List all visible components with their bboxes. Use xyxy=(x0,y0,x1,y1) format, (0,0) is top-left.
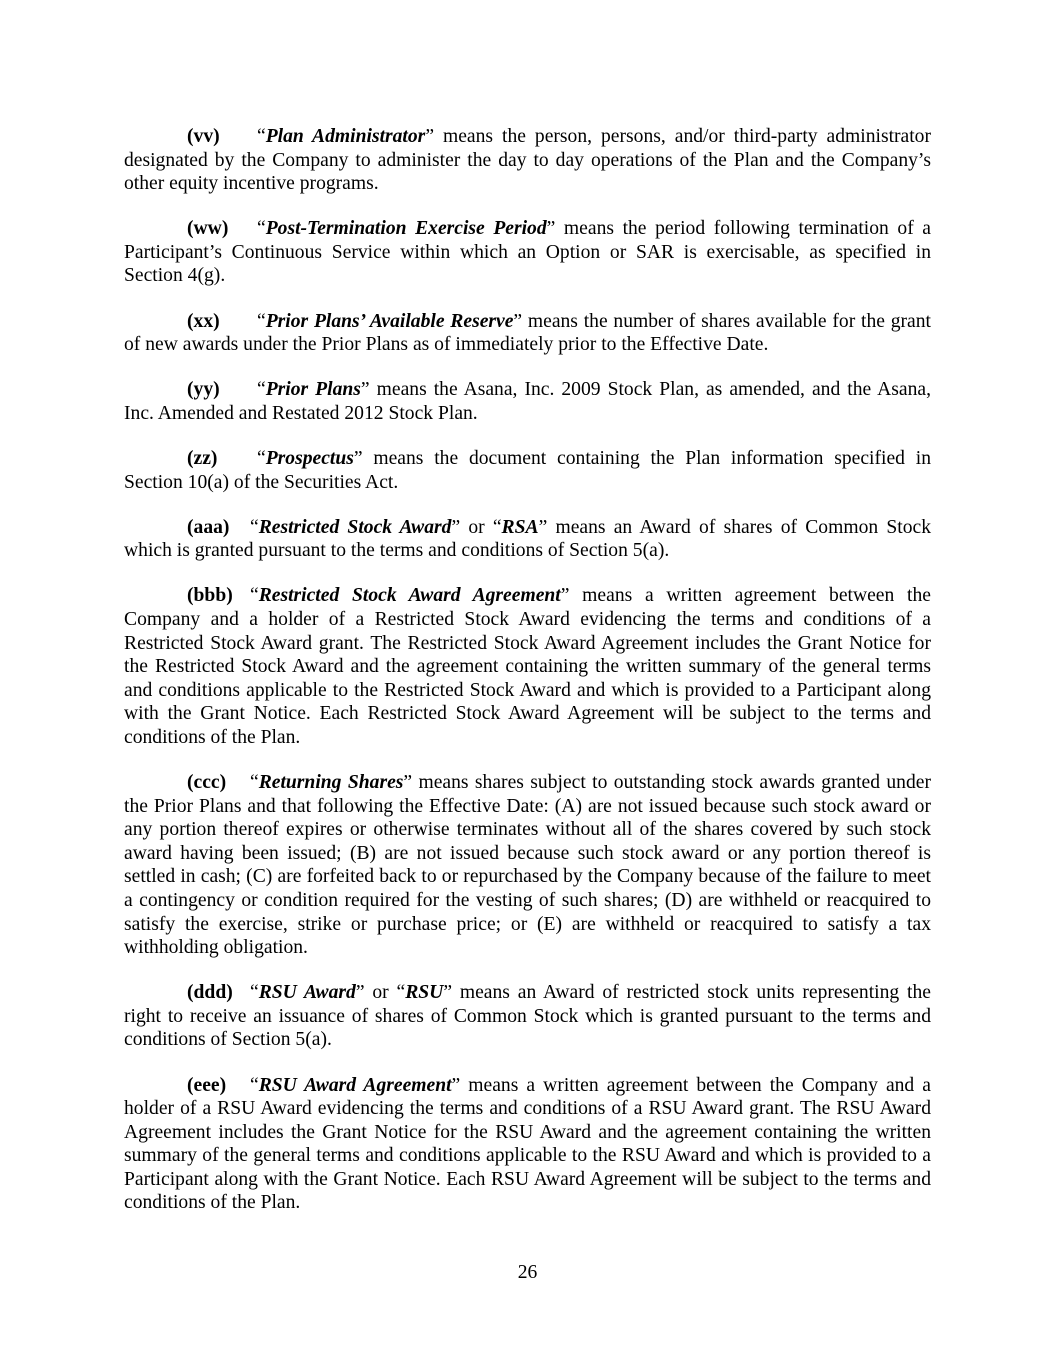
open-quote: “ xyxy=(257,379,266,401)
definition-eee xyxy=(124,1074,931,1216)
defined-term: Restricted Stock Award xyxy=(258,516,452,538)
definition-text: ” means the number of shares available for the grant of new awards under the Prior Plans as of immediately prior to the Effective Date. xyxy=(124,310,931,356)
definition-label: (ddd) xyxy=(187,982,233,1004)
definition-label: (ww) xyxy=(187,218,229,240)
open-quote: “ xyxy=(250,1074,259,1096)
defined-term: Plan Administrator xyxy=(265,126,426,147)
definition-text: ” means the period following termination of a Participant’s Continuous Service within which an Option or SAR is exercisable, as specified in Section 4(g). xyxy=(124,218,931,287)
open-quote: “ xyxy=(257,218,266,240)
defined-term: RSU Award xyxy=(258,982,356,1004)
defined-term: Prospectus xyxy=(265,447,354,469)
definition-text: ” means an Award of shares of Common Stock which is granted pursuant to the terms and conditions of Section 5(a). xyxy=(124,516,931,562)
definition-yy xyxy=(124,378,931,425)
defined-term: Restricted Stock Award Agreement xyxy=(258,585,561,607)
definition-aaa xyxy=(124,516,931,563)
definition-text: ” means the document containing the Plan information specified in Section 10(a) of the Securities Act. xyxy=(124,447,931,493)
definition-zz xyxy=(124,447,931,494)
page-number: 26 xyxy=(517,1262,538,1283)
definition-label: (ccc) xyxy=(187,771,227,793)
definition-text: ” means an Award of restricted stock units representing the right to receive an issuance of shares of Common Stock which is granted pursuant to the terms and conditions of Section 5(a). xyxy=(124,982,931,1051)
open-quote: “ xyxy=(250,771,259,793)
open-quote: “ xyxy=(250,982,259,1004)
open-quote: “ xyxy=(257,310,266,332)
defined-term: Post-Termination Exercise Period xyxy=(265,218,547,240)
defined-term-abbreviation: RSA xyxy=(501,516,539,538)
definition-text: ” means a written agreement between the Company and a holder of a RSU Award evidencing the terms and conditions of a RSU Award grant. The RSU Award Agreement includes the Grant Notice for the RSU Award and the agreement containing the written summary of the general terms and conditions applicable to the RSU Award and which is provided to a Participant along with the Grant Notice. Each RSU Award Agreement will be subject to the terms and conditions of the Plan. xyxy=(124,1074,931,1214)
open-quote: “ xyxy=(257,447,266,469)
definition-text: ” means a written agreement between the Company and a holder of a Restricted Stock Award evidencing the terms and conditions of a Restricted Stock Award grant. The Restricted Stock Award Agreement includes the Grant Notice for the Restricted Stock Award and the agreement containing the written summary of the general terms and conditions applicable to the Restricted Stock Award and which is provided to a Participant along with the Grant Notice. Each Restricted Stock Award Agreement will be subject to the terms and conditions of the Plan. xyxy=(124,585,931,748)
definition-label: (eee) xyxy=(187,1074,227,1096)
definitions-section xyxy=(124,125,931,1215)
definition-label: (vv) xyxy=(187,126,220,147)
definition-text: ” means shares subject to outstanding stock awards granted under the Prior Plans and that following the Effective Date: (A) are not issued because such stock award or any portion thereof expires or otherwise terminates without all of the shares covered by such stock award having been issued; (B) are not issued because such stock award or any portion thereof is settled in cash; (C) are forfeited back to or repurchased by the Company because of the failure to meet a contingency or condition required for the vesting of such shares; (D) are withheld or reacquired to satisfy the exercise, strike or purchase price; or (E) are withheld or reacquired to satisfy a tax withholding obligation. xyxy=(124,771,932,959)
defined-term: RSU Award Agreement xyxy=(258,1074,452,1096)
or-connector: ” or “ xyxy=(355,982,406,1004)
definition-vv xyxy=(124,125,931,196)
definition-bbb xyxy=(124,584,931,749)
definition-ddd xyxy=(124,981,931,1052)
definition-text: ” means the Asana, Inc. 2009 Stock Plan, as amended, and the Asana, Inc. Amended and Restated 2012 Stock Plan. xyxy=(124,379,931,424)
definition-label: (bbb) xyxy=(187,585,233,607)
defined-term-abbreviation: RSU xyxy=(405,982,444,1004)
open-quote: “ xyxy=(257,126,266,147)
definition-label: (yy) xyxy=(187,379,220,401)
defined-term: Prior Plans xyxy=(265,379,361,401)
definition-label: (xx) xyxy=(187,310,220,332)
open-quote: “ xyxy=(250,585,259,607)
or-connector: ” or “ xyxy=(451,516,502,538)
open-quote: “ xyxy=(250,516,259,538)
definition-ccc xyxy=(124,771,931,960)
definition-xx xyxy=(124,310,931,357)
definition-label: (aaa) xyxy=(187,516,230,538)
definition-text: ” means the person, persons, and/or third-party administrator designated by the Company to administer the day to day operations of the Plan and the Company’s other equity incentive programs. xyxy=(124,126,932,195)
defined-term: Returning Shares xyxy=(258,771,404,793)
definition-ww xyxy=(124,217,931,288)
defined-term: Prior Plans’ Available Reserve xyxy=(265,310,514,332)
definition-label: (zz) xyxy=(187,447,218,469)
